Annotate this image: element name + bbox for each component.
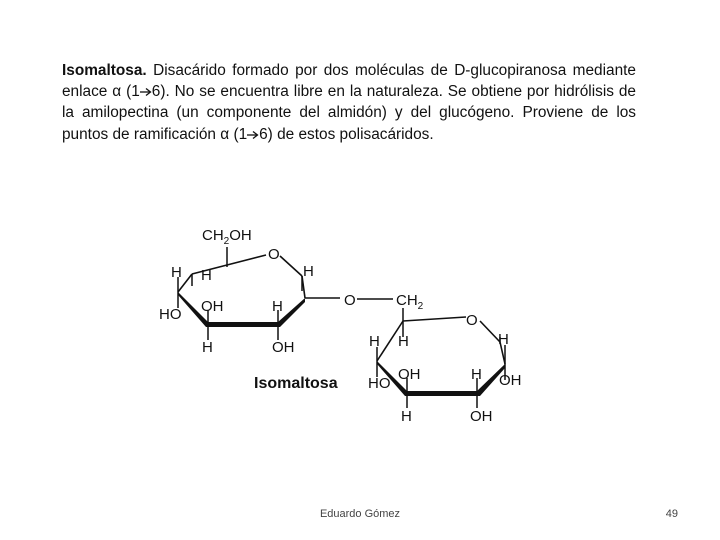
ch2oh-label: $CH_2OH$ <box>202 227 252 247</box>
ring-1-labels <box>159 227 314 356</box>
bridge-oxygen: O <box>344 292 356 309</box>
glucose-ring-2 <box>377 317 505 364</box>
ring-1-oh-c2: OH <box>272 339 295 356</box>
ring-2-h-c1: H <box>498 331 509 348</box>
ring-2-oxygen: O <box>466 312 478 329</box>
ring-2-oh-c2: OH <box>470 408 493 425</box>
ring-2-h-c3-down: H <box>401 408 412 425</box>
structure-caption: Isomaltosa <box>254 375 338 392</box>
ring-2-labels <box>368 312 522 425</box>
ring-1-bold-edge <box>178 292 305 327</box>
ring-1-h-c4-up: H <box>201 267 212 284</box>
ring-2-oh-c3: OH <box>398 366 421 383</box>
ring-2-bold-edge <box>377 361 505 396</box>
page-number: 49 <box>665 508 678 520</box>
ring-2-h-c4-up: H <box>398 333 409 350</box>
paragraph-title: Isomaltosa. <box>62 62 147 79</box>
description-paragraph <box>62 60 636 145</box>
ring-1-oh-c3: OH <box>201 298 224 315</box>
ring-1-h-c2: H <box>272 298 283 315</box>
isomaltose-structure <box>150 215 530 430</box>
ring-1-ho-c4: HO <box>159 306 182 323</box>
right-arrow-icon <box>140 87 152 97</box>
ring-2-h-c5: H <box>369 333 380 350</box>
ring-1-h-c1: H <box>303 263 314 280</box>
paragraph-text-2: 6). No se encuentra libre en la naturaleza. Se obtiene por hidrólisis de la amilopectina (un componente del almidón) y del glucógeno. Proviene de los puntos de ramificación α (1 <box>62 83 636 143</box>
footer-author: Eduardo Gómez <box>319 508 401 520</box>
ring-2-ho-c4: HO <box>368 375 391 392</box>
ring-2-h-c2: H <box>471 366 482 383</box>
right-arrow-icon <box>247 130 259 140</box>
ring-1-oxygen: O <box>268 246 280 263</box>
ch2-label: $CH_2$ <box>396 292 424 312</box>
ring-1-h-left-up: H <box>171 264 182 281</box>
glucose-ring-1 <box>178 255 305 298</box>
ring-2-oh-c1: OH <box>499 372 522 389</box>
paragraph-text-3: 6) de estos polisacáridos. <box>259 125 434 143</box>
ring-1-h-c3-down: H <box>202 339 213 356</box>
paragraph-text-1: Disacárido formado por dos moléculas de D-glucopiranosa mediante enlace α (1 <box>62 62 636 101</box>
